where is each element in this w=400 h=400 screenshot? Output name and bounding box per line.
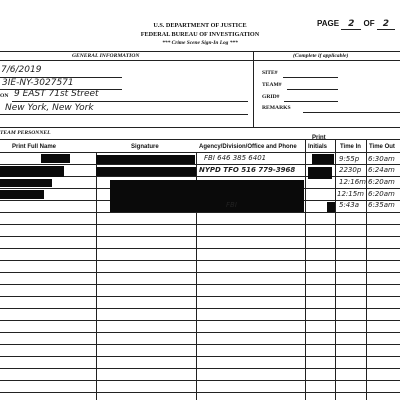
- redaction-name-2: [0, 166, 64, 177]
- row-2-time-out: 6:24am: [368, 166, 395, 174]
- col-signature: Signature: [131, 144, 159, 150]
- redaction-block: [110, 180, 304, 212]
- row-1-time-out: 6:30am: [368, 155, 395, 163]
- page-number: 2: [341, 19, 361, 30]
- row-3-time-in: 12:16m: [339, 178, 366, 186]
- applicable-title: (Complete if applicable): [293, 53, 349, 59]
- location-value: 9 EAST 71st Street: [14, 89, 99, 99]
- log-title: *** Crime Scene Sign-In Log ***: [162, 40, 238, 46]
- row-2-agency: NYPD TFO 516 779-3968: [199, 166, 296, 174]
- table-row-line: [0, 344, 400, 345]
- table-row-line: [0, 392, 400, 393]
- remarks-label: REMARKS: [262, 105, 291, 111]
- table-row-line: [0, 224, 400, 225]
- team-personnel-title: TEAM PERSONNEL: [0, 130, 51, 136]
- page-indicator: [317, 19, 395, 30]
- table-row-line: [0, 236, 400, 237]
- grid-label: GRID#: [262, 94, 280, 100]
- row-4-time-out: 6:20am: [368, 190, 395, 198]
- case-number: 3IE-NY-3027571: [2, 78, 74, 88]
- team-label: TEAM#: [262, 82, 282, 88]
- page-label: PAGE: [317, 19, 340, 28]
- table-row-line: [0, 260, 400, 261]
- table-row-line: [0, 248, 400, 249]
- redaction-initials-1: [312, 154, 334, 164]
- table-row-line: [0, 212, 400, 213]
- col-initials-2: Initials: [308, 144, 328, 150]
- site-label: SITE#: [262, 70, 278, 76]
- date-value: 7/6/2019: [1, 65, 42, 75]
- table-row-line: [0, 308, 400, 309]
- redaction-initials-3: [327, 202, 335, 212]
- redaction-initials-2: [308, 167, 332, 179]
- table-row-line: [0, 272, 400, 273]
- table-row-line: [0, 296, 400, 297]
- department-title: U.S. DEPARTMENT OF JUSTICE: [153, 22, 247, 29]
- row-5-agency: FBI: [226, 201, 237, 209]
- table-row-line: [0, 356, 400, 357]
- redaction-name-1: [41, 154, 70, 163]
- city-value: New York, New York: [5, 103, 94, 113]
- table-row-line: [0, 320, 400, 321]
- table-row-line: [0, 332, 400, 333]
- redaction-signature-1: [96, 155, 195, 164]
- redaction-signature-2: [96, 167, 196, 176]
- col-time-in: Time In: [340, 144, 361, 150]
- table-row-line: [0, 368, 400, 369]
- redaction-name-3: [0, 179, 52, 187]
- row-2-time-in: 2230p: [339, 166, 362, 174]
- of-label: OF: [363, 19, 375, 28]
- bureau-title: FEDERAL BUREAU OF INVESTIGATION: [140, 31, 260, 38]
- redaction-name-4: [0, 190, 44, 199]
- row-4-time-in: 12:15m: [337, 190, 364, 198]
- row-3-time-out: 6:20am: [368, 178, 395, 186]
- row-1-time-in: 9:55p: [339, 155, 360, 163]
- location-label: ON: [0, 93, 9, 99]
- col-name: Print Full Name: [12, 144, 57, 150]
- col-agency: Agency/Division/Office and Phone: [199, 144, 297, 150]
- general-info-title: GENERAL INFORMATION: [72, 53, 140, 59]
- col-time-out: Time Out: [369, 144, 395, 150]
- table-row-line: [0, 164, 400, 165]
- row-1-agency: FBI 646 385 6401: [204, 154, 267, 162]
- table-row-line: [0, 284, 400, 285]
- col-initials-1: Print: [312, 135, 326, 141]
- row-5-time-in: 5:43a: [339, 201, 360, 209]
- row-5-time-out: 6:35am: [368, 201, 395, 209]
- table-row-line: [0, 380, 400, 381]
- page-total: 2: [377, 19, 395, 30]
